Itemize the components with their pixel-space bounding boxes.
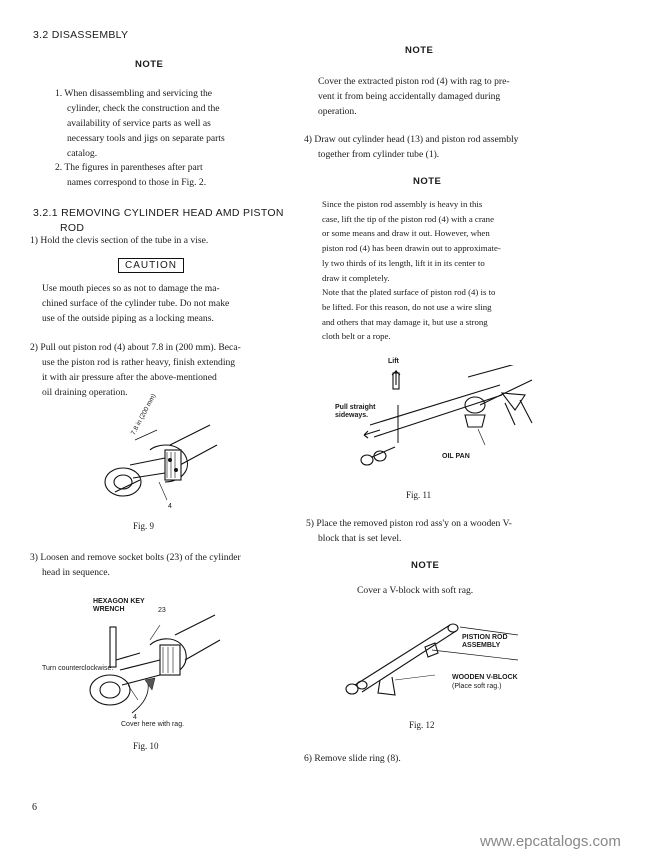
fig11-oil-pan-label: OIL PAN <box>442 453 470 460</box>
note-line: draw it completely. <box>322 272 390 283</box>
step-line: together from cylinder tube (1). <box>318 149 440 160</box>
subsection-title-line: ROD <box>60 222 85 234</box>
section-title: 3.2 DISASSEMBLY <box>33 29 129 41</box>
step-line: 5) Place the removed piston rod ass'y on a wooden V- <box>306 518 512 529</box>
label-line: WRENCH <box>93 606 125 613</box>
fig11-pull-label <box>335 404 375 420</box>
fig9-caption: Fig. 9 <box>133 521 155 531</box>
note-line: piston rod (4) has been drawin out to approximate- <box>322 243 501 254</box>
label-line: PISTION ROD <box>462 634 508 641</box>
step-line: head in sequence. <box>42 567 110 578</box>
step-1: 1) Hold the clevis section of the tube in a vise. <box>30 235 209 246</box>
fig11-lift-label: Lift <box>388 358 399 365</box>
label-line: Pull straight <box>335 404 376 411</box>
note-line: cylinder, check the construction and the <box>67 103 220 114</box>
fig10-part-23: 23 <box>158 607 166 614</box>
step-5 <box>306 516 546 546</box>
note-line: cloth belt or a rope. <box>322 331 391 342</box>
note-line: case, lift the tip of the piston rod (4) with a crane <box>322 213 494 224</box>
fig12-block-sub: (Place soft rag.) <box>452 683 502 690</box>
step-line: block that is set level. <box>318 533 402 544</box>
step-2 <box>30 340 268 400</box>
fig9-part-num: 4 <box>168 503 172 510</box>
note-line: vent it from being accidentally damaged during <box>318 91 501 102</box>
note-line: Note that the plated surface of piston rod (4) is to <box>322 287 496 298</box>
note-line: availability of service parts as well as <box>67 118 211 129</box>
step-6: 6) Remove slide ring (8). <box>304 753 401 764</box>
note-heading-4: NOTE <box>411 560 440 571</box>
note-heading-2: NOTE <box>405 45 434 56</box>
fig12-piston-label <box>462 634 508 650</box>
right-note-2 <box>322 197 534 344</box>
fig9-dim-label: 7.8 in (200 mm) <box>130 392 158 437</box>
caution-line: Use mouth pieces so as not to damage the ma- <box>42 283 220 294</box>
note-line: ly two thirds of its length, lift it in its center to <box>322 257 485 268</box>
fig12-drawing <box>340 615 540 705</box>
step-line: 3) Loosen and remove socket bolts (23) of the cylinder <box>30 552 241 563</box>
note-heading-3: NOTE <box>413 176 442 187</box>
fig10-caption: Fig. 10 <box>133 741 159 751</box>
fig12-block-label: WOODEN V-BLOCK <box>452 674 518 681</box>
note-heading-1: NOTE <box>135 59 164 70</box>
subsection-title <box>33 206 284 236</box>
right-note-1 <box>318 74 536 119</box>
note-line: 2. The figures in parentheses after part <box>55 162 203 173</box>
right-note-3: Cover a V-block with soft rag. <box>357 585 474 596</box>
intro-note-item-1 <box>55 86 247 161</box>
step-line: it with air pressure after the above-mentioned <box>42 372 217 383</box>
step-line: 2) Pull out piston rod (4) about 7.8 in (200 mm). Beca- <box>30 342 241 353</box>
label-line: sideways. <box>335 412 369 419</box>
page-number: 6 <box>32 802 37 813</box>
caution-box: CAUTION <box>118 258 184 273</box>
fig10-rag-label: Cover here with rag. <box>121 721 185 728</box>
intro-note-item-2 <box>55 160 247 190</box>
watermark[interactable]: www.epcatalogs.com <box>480 833 621 850</box>
fig12-caption: Fig. 12 <box>409 720 435 730</box>
note-line: or some means and draw it out. However, when <box>322 228 490 239</box>
step-line: 4) Draw out cylinder head (13) and piston rod assembly <box>304 134 519 145</box>
fig9-drawing <box>95 410 225 515</box>
note-line: necessary tools and jigs on separate parts <box>67 133 225 144</box>
label-line: ASSEMBLY <box>462 642 501 649</box>
note-line: and others that may damage it, but use a strong <box>322 316 488 327</box>
fig11-caption: Fig. 11 <box>406 490 432 500</box>
note-line: Since the piston rod assembly is heavy in this <box>322 199 483 209</box>
step-3 <box>30 550 241 580</box>
note-line: be lifted. For this reason, do not use a wire sling <box>322 301 492 312</box>
caution-line: use of the outside piping as a locking means. <box>42 313 214 324</box>
fig10-part-4: 4 <box>133 714 137 721</box>
note-line: operation. <box>318 106 357 117</box>
step-line: oil draining operation. <box>42 387 128 398</box>
step-4 <box>304 132 544 162</box>
fig10-turn-label: Turn counterclockwise. <box>42 665 114 672</box>
note-line: catalog. <box>67 148 98 159</box>
note-line: 1. When disassembling and servicing the <box>55 88 213 99</box>
caution-line: chined surface of the cylinder tube. Do not make <box>42 298 230 309</box>
note-line: Cover the extracted piston rod (4) with rag to pre- <box>318 76 510 87</box>
label-line: HEXAGON KEY <box>93 598 145 605</box>
subsection-title-line: 3.2.1 REMOVING CYLINDER HEAD AMD PISTON <box>33 207 284 219</box>
note-line: names correspond to those in Fig. 2. <box>67 177 207 188</box>
caution-text <box>42 281 260 326</box>
step-line: use the piston rod is rather heavy, finish extending <box>42 357 236 368</box>
